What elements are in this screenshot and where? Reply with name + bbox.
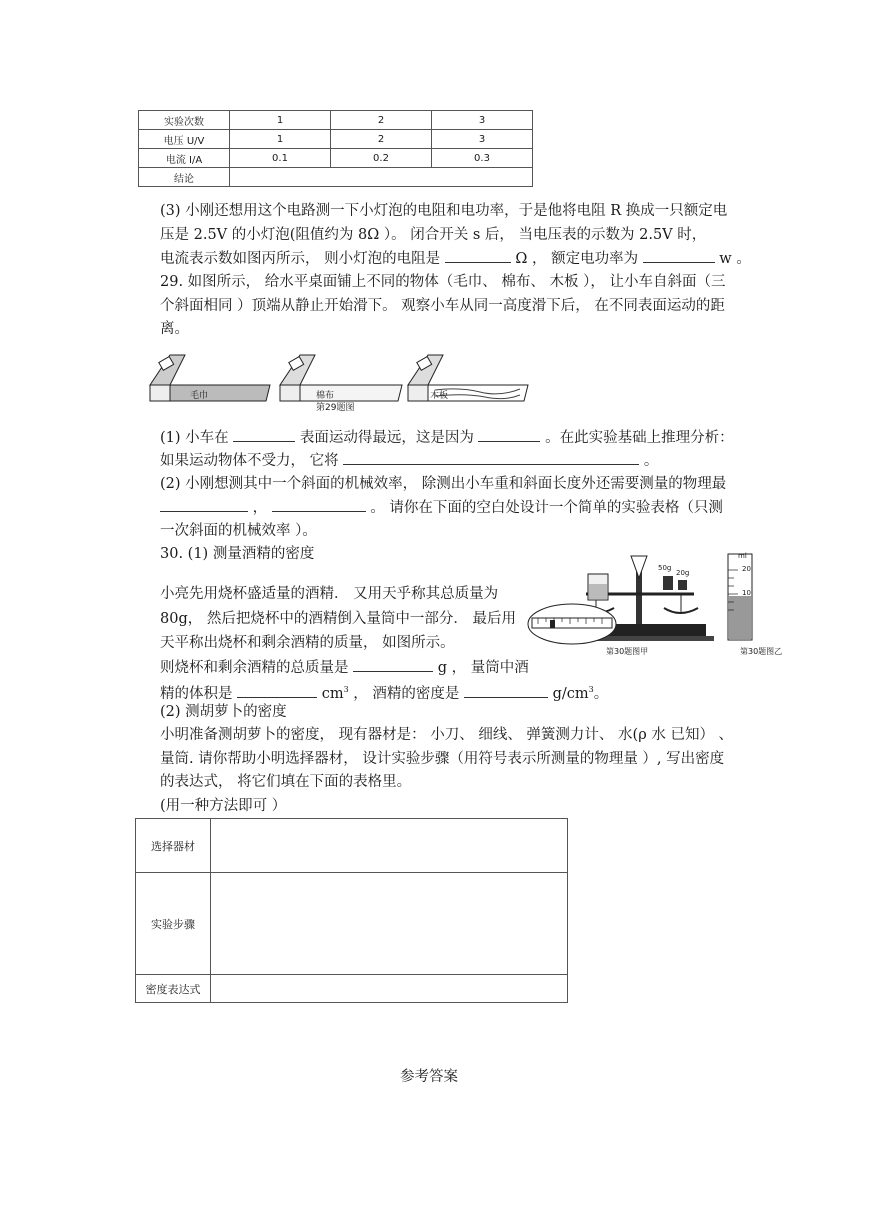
steps-cell[interactable] — [211, 873, 568, 975]
reference-answer-heading: 参考答案 — [400, 1069, 458, 1085]
weight-label-20g: 20g — [676, 569, 690, 577]
text: 精的体积是 — [160, 685, 233, 702]
q29-p1-line-2 — [160, 450, 658, 471]
cylinder-mark-10: 10 — [742, 589, 751, 597]
data-table-1 — [138, 110, 533, 187]
fig-caption-30b: 第30题图乙 — [740, 647, 783, 656]
answer-table — [135, 818, 568, 1003]
q30-line-4 — [160, 657, 529, 678]
table-cell: 1 — [230, 130, 331, 149]
superscript: 3 — [588, 685, 594, 694]
q30-line-2: 80g， 然后把烧杯中的酒精倒入量筒中一部分． 最后用 — [160, 611, 516, 627]
q30-title: 30. (1) 测量酒精的密度 — [160, 546, 315, 562]
text: ， — [252, 500, 268, 516]
mass-blank[interactable] — [353, 657, 433, 672]
q29-line-2: 个斜面相同 ）顶端从静止开始滑下。 观察小车从同一高度滑下后， 在不同表面运动的距 — [160, 298, 725, 314]
q30-line-3: 天平称出烧杯和剩余酒精的质量， 如图所示。 — [160, 635, 455, 651]
q30-2-line-1: 小明准备测胡萝卜的密度， 现有器材是： 小刀、 细线、 弹簧测力计、 水(ρ 水 已知） 、 — [160, 727, 734, 743]
table-cell: 2 — [331, 111, 432, 130]
equipment-cell[interactable] — [211, 819, 568, 873]
table-cell: 电压 U/V — [139, 130, 230, 149]
label-density-expression: 密度表达式 — [136, 975, 211, 1003]
q29-line-1: 29. 如图所示， 给水平桌面铺上不同的物体（毛巾、 棉布、 木板 ）， 让小车自斜面（三 — [160, 274, 726, 290]
text: 如果运动物体不受力， 它将 — [160, 453, 339, 469]
inference-blank[interactable] — [343, 450, 639, 465]
q30-2-title: (2) 测胡萝卜的密度 — [160, 704, 287, 720]
text: g ， 量筒中酒 — [437, 660, 529, 676]
q28-3-line-2: 压是 2.5V 的小灯泡(阻值约为 8Ω ）。 闭合开关 s 后， 当电压表的示数为 2.5V 时， — [160, 227, 707, 243]
table-cell: 2 — [331, 130, 432, 149]
text: 。 — [593, 685, 609, 702]
q30-2-line-2: 量筒. 请你帮助小明选择器材， 设计实验步骤（用符号表示所测量的物理量 ）, 写出密度 — [160, 751, 725, 767]
table-cell: 1 — [230, 111, 331, 130]
q30-2-line-3: 的表达式， 将它们填在下面的表格里。 — [160, 774, 412, 790]
weight-label-50g: 50g — [658, 564, 672, 572]
text: w 。 — [719, 251, 751, 267]
expression-cell[interactable] — [211, 975, 568, 1003]
text: 。 请你在下面的空白处设计一个简单的实验表格（只测 — [370, 500, 723, 516]
quantity-blank-2[interactable] — [272, 497, 366, 512]
balance-figure — [526, 548, 718, 654]
table-cell: 结论 — [139, 168, 230, 187]
graduated-cylinder — [720, 548, 760, 644]
q28-3-line-3 — [160, 248, 751, 269]
q29-line-3: 离。 — [160, 321, 189, 337]
table-cell: 3 — [432, 130, 533, 149]
cylinder-mark-20: 20 — [742, 565, 751, 573]
volume-blank[interactable] — [237, 683, 317, 698]
q29-p2-line-3: 一次斜面的机械效率 ）。 — [160, 523, 317, 539]
ramp-cotton — [280, 355, 402, 401]
ramp-wood — [408, 355, 528, 401]
label-equipment: 选择器材 — [136, 819, 211, 873]
fig-label-wood: 木板 — [430, 391, 449, 401]
power-blank[interactable] — [643, 248, 715, 263]
q29-p1-line-1 — [160, 427, 734, 448]
label-steps: 实验步骤 — [136, 873, 211, 975]
q29-p2-line-1: (2) 小刚想测其中一个斜面的机械效率， 除测出小车重和斜面长度外还需要测量的物理最 — [160, 476, 727, 492]
cylinder-unit: ml — [738, 552, 747, 560]
table-cell: 实验次数 — [139, 111, 230, 130]
text: g/cm — [552, 685, 589, 702]
reason-blank[interactable] — [478, 427, 540, 442]
q30-2-line-4: (用一种方法即可 ） — [160, 798, 287, 814]
text: 电流表示数如图丙所示， 则小灯泡的电阻是 — [160, 251, 441, 267]
q29-p2-line-2 — [160, 497, 723, 518]
superscript: 3 — [343, 685, 349, 694]
text: cm — [321, 685, 344, 702]
q30-line-5 — [160, 680, 608, 704]
q28-3-line-1: (3) 小刚还想用这个电路测一下小灯泡的电阻和电功率，于是他将电阻 R 换成一只额定电 — [160, 203, 728, 219]
text: Ω ， 额定电功率为 — [515, 251, 639, 267]
text: (1) 小车在 — [160, 430, 229, 446]
resistance-blank[interactable] — [445, 248, 511, 263]
text: 表面运动得最远，这是因为 — [299, 430, 474, 446]
quantity-blank-1[interactable] — [160, 497, 248, 512]
table-cell: 0.3 — [432, 149, 533, 168]
fig-label-towel: 毛巾 — [190, 391, 209, 401]
fig-caption-30a: 第30题图甲 — [606, 647, 649, 656]
conclusion-cell — [230, 168, 533, 187]
fig-label-cotton: 棉布 — [316, 391, 335, 401]
table-cell: 3 — [432, 111, 533, 130]
surface-blank[interactable] — [233, 427, 295, 442]
table-cell: 电流 I/A — [139, 149, 230, 168]
ramp-towel — [150, 355, 270, 401]
text: 则烧杯和剩余酒精的总质量是 — [160, 660, 349, 676]
q30-line-1: 小亮先用烧杯盛适量的酒精． 又用天乎称其总质量为 — [160, 586, 499, 602]
table-cell: 0.2 — [331, 149, 432, 168]
table-cell: 0.1 — [230, 149, 331, 168]
fig-caption-29: 第29题图 — [316, 403, 355, 413]
text: 。 — [643, 453, 659, 469]
density-blank[interactable] — [464, 683, 548, 698]
text: 。在此实验基础上推理分析： — [545, 430, 734, 446]
text: ， 酒精的密度是 — [353, 685, 460, 702]
